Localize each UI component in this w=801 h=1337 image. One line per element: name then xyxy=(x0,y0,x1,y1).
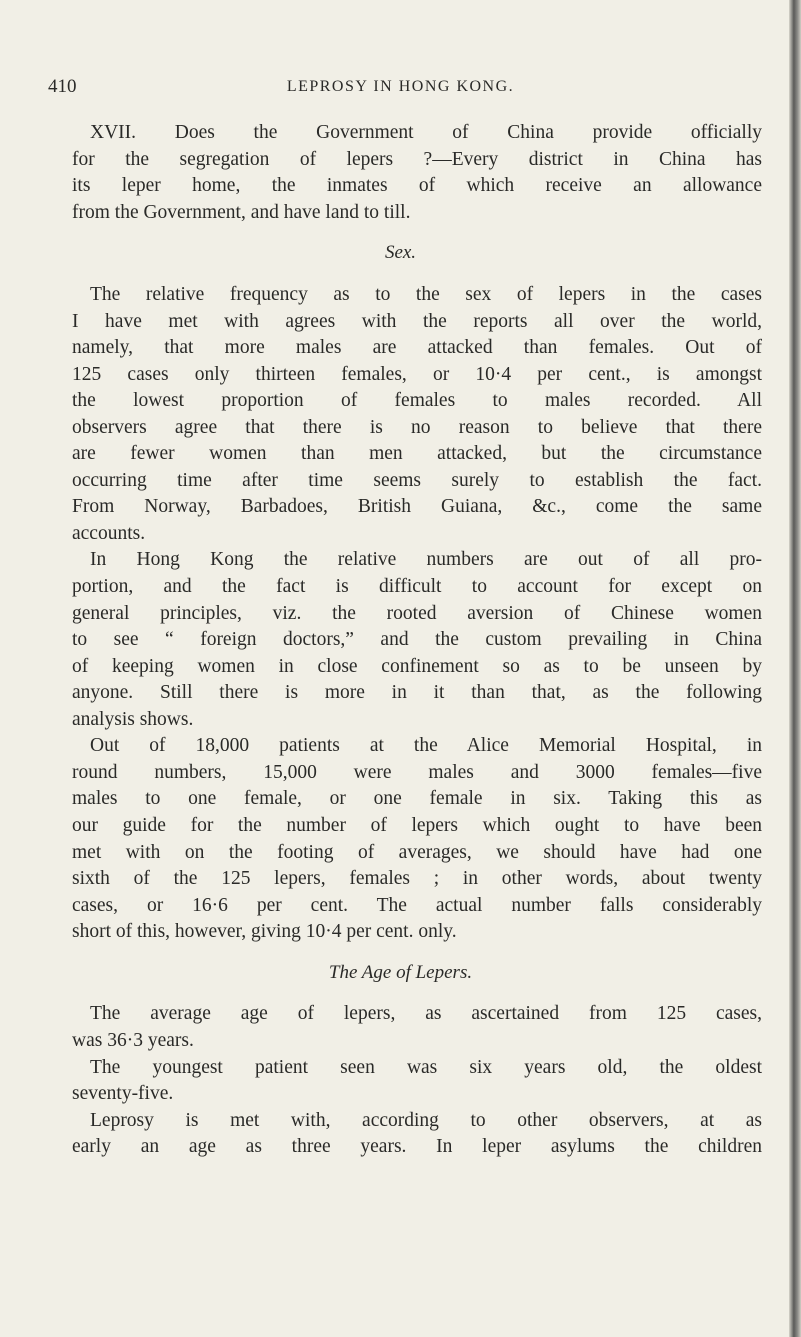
text-line: 125 cases only thirteen females, or 10·4 per cent., is amongst xyxy=(72,363,762,385)
section-heading: Sex. xyxy=(384,242,417,264)
text-line: The average age of lepers, as ascertained from 125 cases, xyxy=(90,1003,762,1025)
text-line: are fewer women than men attacked, but the circumstance xyxy=(72,443,762,465)
text-line: seventy-five. xyxy=(72,1083,174,1105)
text-line: sixth of the 125 lepers, females ; in other words, about twenty xyxy=(72,868,762,890)
running-title: LEPROSY IN HONG KONG. xyxy=(286,78,515,95)
page-number: 410 xyxy=(48,76,77,97)
text-line: The relative frequency as to the sex of lepers in the cases xyxy=(90,283,762,305)
text-line: Out of 18,000 patients at the Alice Memorial Hospital, in xyxy=(90,735,762,757)
section-heading: The Age of Lepers. xyxy=(328,961,473,983)
text-line: round numbers, 15,000 were males and 3000 females—five xyxy=(72,761,762,783)
text-line: the lowest proportion of females to males recorded. All xyxy=(72,390,762,412)
text-line: its leper home, the inmates of which receive an allowance xyxy=(72,175,762,197)
text-line: was 36·3 years. xyxy=(72,1030,194,1051)
text-line: cases, or 16·6 per cent. The actual number falls considerably xyxy=(72,894,762,916)
text-line: occurring time after time seems surely to establish the fact. xyxy=(72,469,762,491)
text-line: males to one female, or one female in six. Taking this as xyxy=(72,788,762,810)
page-edge-shadow xyxy=(789,0,801,1337)
text-line: portion, and the fact is difficult to account for except on xyxy=(72,576,762,597)
text-line: XVII. Does the Government of China provide officially xyxy=(90,122,762,143)
text-line: for the segregation of lepers ?—Every district in China has xyxy=(72,148,762,170)
text-line: analysis shows. xyxy=(72,708,194,730)
text-line: In Hong Kong the relative numbers are out of all pro- xyxy=(90,549,762,571)
text-line: From Norway, Barbadoes, British Guiana, &c., come the same xyxy=(72,496,762,518)
text-line: I have met with agrees with the reports all over the world, xyxy=(72,310,762,332)
text-line: The youngest patient seen was six years old, the oldest xyxy=(90,1056,762,1078)
text-line: anyone. Still there is more in it than that, as the following xyxy=(72,682,762,704)
text-line: of keeping women in close confinement so as to be unseen by xyxy=(72,655,762,677)
text-line: Leprosy is met with, according to other observers, at as xyxy=(90,1109,762,1131)
text-line: general principles, viz. the rooted aversion of Chinese women xyxy=(72,602,762,624)
text-line: namely, that more males are attacked than females. Out of xyxy=(72,337,762,359)
text-line: met with on the footing of averages, we should have had one xyxy=(72,841,762,863)
text-line: our guide for the number of lepers which ought to have been xyxy=(72,814,762,836)
text-line: accounts. xyxy=(72,522,146,544)
text-line: early an age as three years. In leper asylums the children xyxy=(72,1136,762,1158)
text-line: from the Government, and have land to till. xyxy=(72,201,411,223)
text-line: to see “ foreign doctors,” and the custom prevailing in China xyxy=(72,629,762,651)
text-line: short of this, however, giving 10·4 per cent. only. xyxy=(72,921,457,943)
text-line: observers agree that there is no reason to believe that there xyxy=(72,416,762,438)
